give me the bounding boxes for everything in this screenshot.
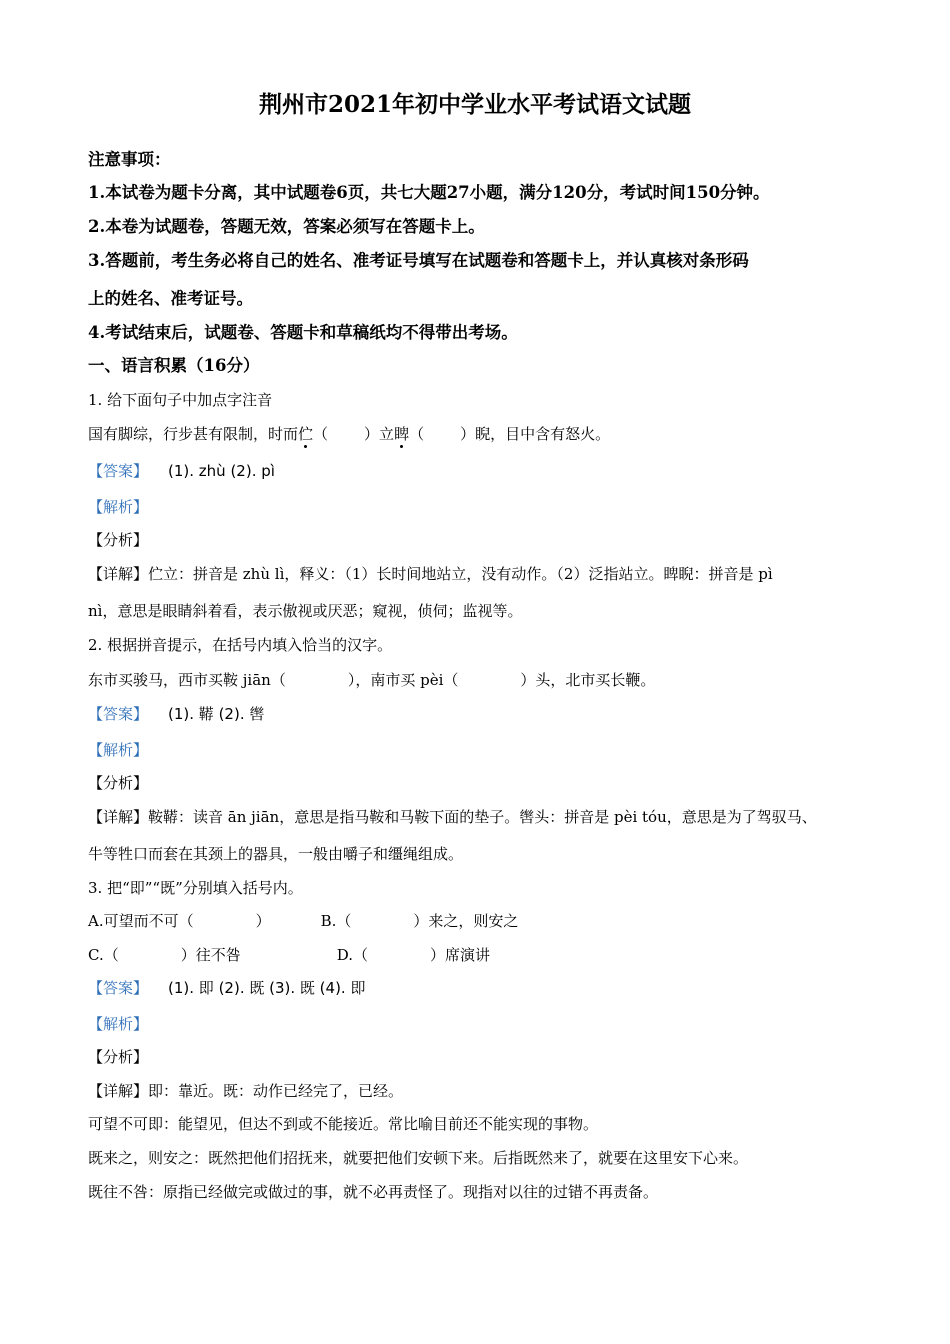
q3-option-c-1: C.（: [88, 946, 119, 964]
section-heading: 一、语言积累（16分）: [88, 356, 260, 375]
q3-option-a-1: A.可望而不可（: [88, 912, 194, 930]
q3-answer-label: 【答案】: [88, 979, 149, 997]
q2-answer: (1). 鞯 (2). 辔: [168, 705, 265, 723]
q3-stem: 3. 把“即”“既”分别填入括号内。: [88, 879, 303, 897]
q2-sentence-a: 东市买骏马，西市买鞍 jiān（: [88, 671, 286, 689]
q1-dotted-char-2: 睥: [394, 425, 410, 443]
q1-answer-row: [88, 460, 275, 481]
q3-analysis-label: 【解析】: [88, 1015, 149, 1033]
q3-detail-text: 即：靠近。既：动作已经完了，已经。: [148, 1082, 404, 1100]
q2-answer-label: 【答案】: [88, 705, 149, 723]
q1-sentence-a: 国有脚综，行步甚有限制，时而: [88, 425, 299, 443]
q3-option-a-2: ）: [255, 912, 271, 930]
q1-detail-label: 【详解】: [88, 565, 149, 583]
q1-detail-line-1: [88, 563, 773, 584]
q2-detail-label: 【详解】: [88, 808, 149, 826]
q3-options-cd: [88, 944, 490, 965]
notice-item-1: 1.本试卷为题卡分离，其中试题卷6页，共七大题27小题，满分120分，考试时间150分钟。: [88, 183, 770, 202]
notice-item-3a: 3.答题前，考生务必将自己的姓名、准考证号填写在试题卷和答题卡上，并认真核对条形码: [88, 251, 749, 270]
q3-option-c-2: ）往不咎: [180, 946, 241, 964]
q3-option-b-1: B.（: [320, 912, 352, 930]
q1-detail-text-1: 伫立：拼音是 zhù lì，释义：（1）长时间地站立，没有动作。（2）泛指站立。睥睨：拼音是 pì: [148, 565, 773, 583]
q3-answer: (1). 即 (2). 既 (3). 既 (4). 即: [168, 979, 366, 997]
notice-item-2: 2.本卷为试题卷，答题无效，答案必须写在答题卡上。: [88, 217, 485, 236]
q3-option-b-2: ）来之，则安之: [413, 912, 519, 930]
q1-answer: (1). zhù (2). pì: [168, 462, 275, 480]
q3-option-d-1: D.（: [336, 946, 368, 964]
q1-sentence: [88, 423, 610, 444]
q2-analysis-label: 【解析】: [88, 741, 149, 759]
q3-option-d-2: ）席演讲: [430, 946, 491, 964]
q1-analysis-label: 【解析】: [88, 498, 149, 516]
q2-detail-text-1: 鞍鞯：读音 ān jiān，意思是指马鞍和马鞍下面的垫子。辔头：拼音是 pèi tóu，意思是为了驾驭马、: [148, 808, 817, 826]
q1-sentence-e: ）睨，目中含有怒火。: [460, 425, 611, 443]
q3-explanation-2: 既来之，则安之：既然把他们招抚来，就要把他们安顿下来。后指既然来了，就要在这里安下心来。: [88, 1149, 749, 1167]
q2-answer-row: [88, 703, 264, 724]
q1-dotted-char-1: 伫: [298, 425, 314, 443]
q1-sentence-c: ）立: [364, 425, 395, 443]
q2-detail-line-2: 牛等牲口而套在其颈上的器具，一般由嚼子和缰绳组成。: [88, 845, 464, 863]
notice-item-3b: 上的姓名、准考证号。: [88, 289, 253, 308]
q1-sentence-b: （: [313, 425, 329, 443]
q2-sentence: [88, 669, 655, 690]
q1-fenxi-label: 【分析】: [88, 531, 149, 549]
q2-sentence-c: ）头，北市买长鞭。: [520, 671, 656, 689]
q3-explanation-3: 既往不咎：原指已经做完或做过的事，就不必再责怪了。现指对以往的过错不再责备。: [88, 1183, 659, 1201]
q3-detail-line: [88, 1080, 403, 1101]
q1-stem: 1. 给下面句子中加点字注音: [88, 391, 273, 409]
q2-detail-line-1: [88, 806, 817, 827]
q3-options-ab: [88, 910, 518, 931]
notice-item-4: 4.考试结束后，试题卷、答题卡和草稿纸均不得带出考场。: [88, 323, 518, 342]
q2-stem: 2. 根据拼音提示，在括号内填入恰当的汉字。: [88, 636, 393, 654]
notice-heading: 注意事项：: [88, 150, 171, 169]
q2-sentence-b: ），南市买 pèi（: [347, 671, 459, 689]
q1-detail-line-2: nì，意思是眼睛斜着看，表示傲视或厌恶；窥视，侦伺；监视等。: [88, 602, 523, 620]
q1-sentence-d: （: [409, 425, 425, 443]
q2-fenxi-label: 【分析】: [88, 774, 149, 792]
q1-answer-label: 【答案】: [88, 462, 149, 480]
q3-fenxi-label: 【分析】: [88, 1048, 149, 1066]
q3-explanation-1: 可望不可即：能望见，但达不到或不能接近。常比喻目前还不能实现的事物。: [88, 1115, 599, 1133]
q3-detail-label: 【详解】: [88, 1082, 149, 1100]
q3-answer-row: [88, 977, 365, 998]
document-title: 荆州市2021年初中学业水平考试语文试题: [258, 91, 691, 118]
